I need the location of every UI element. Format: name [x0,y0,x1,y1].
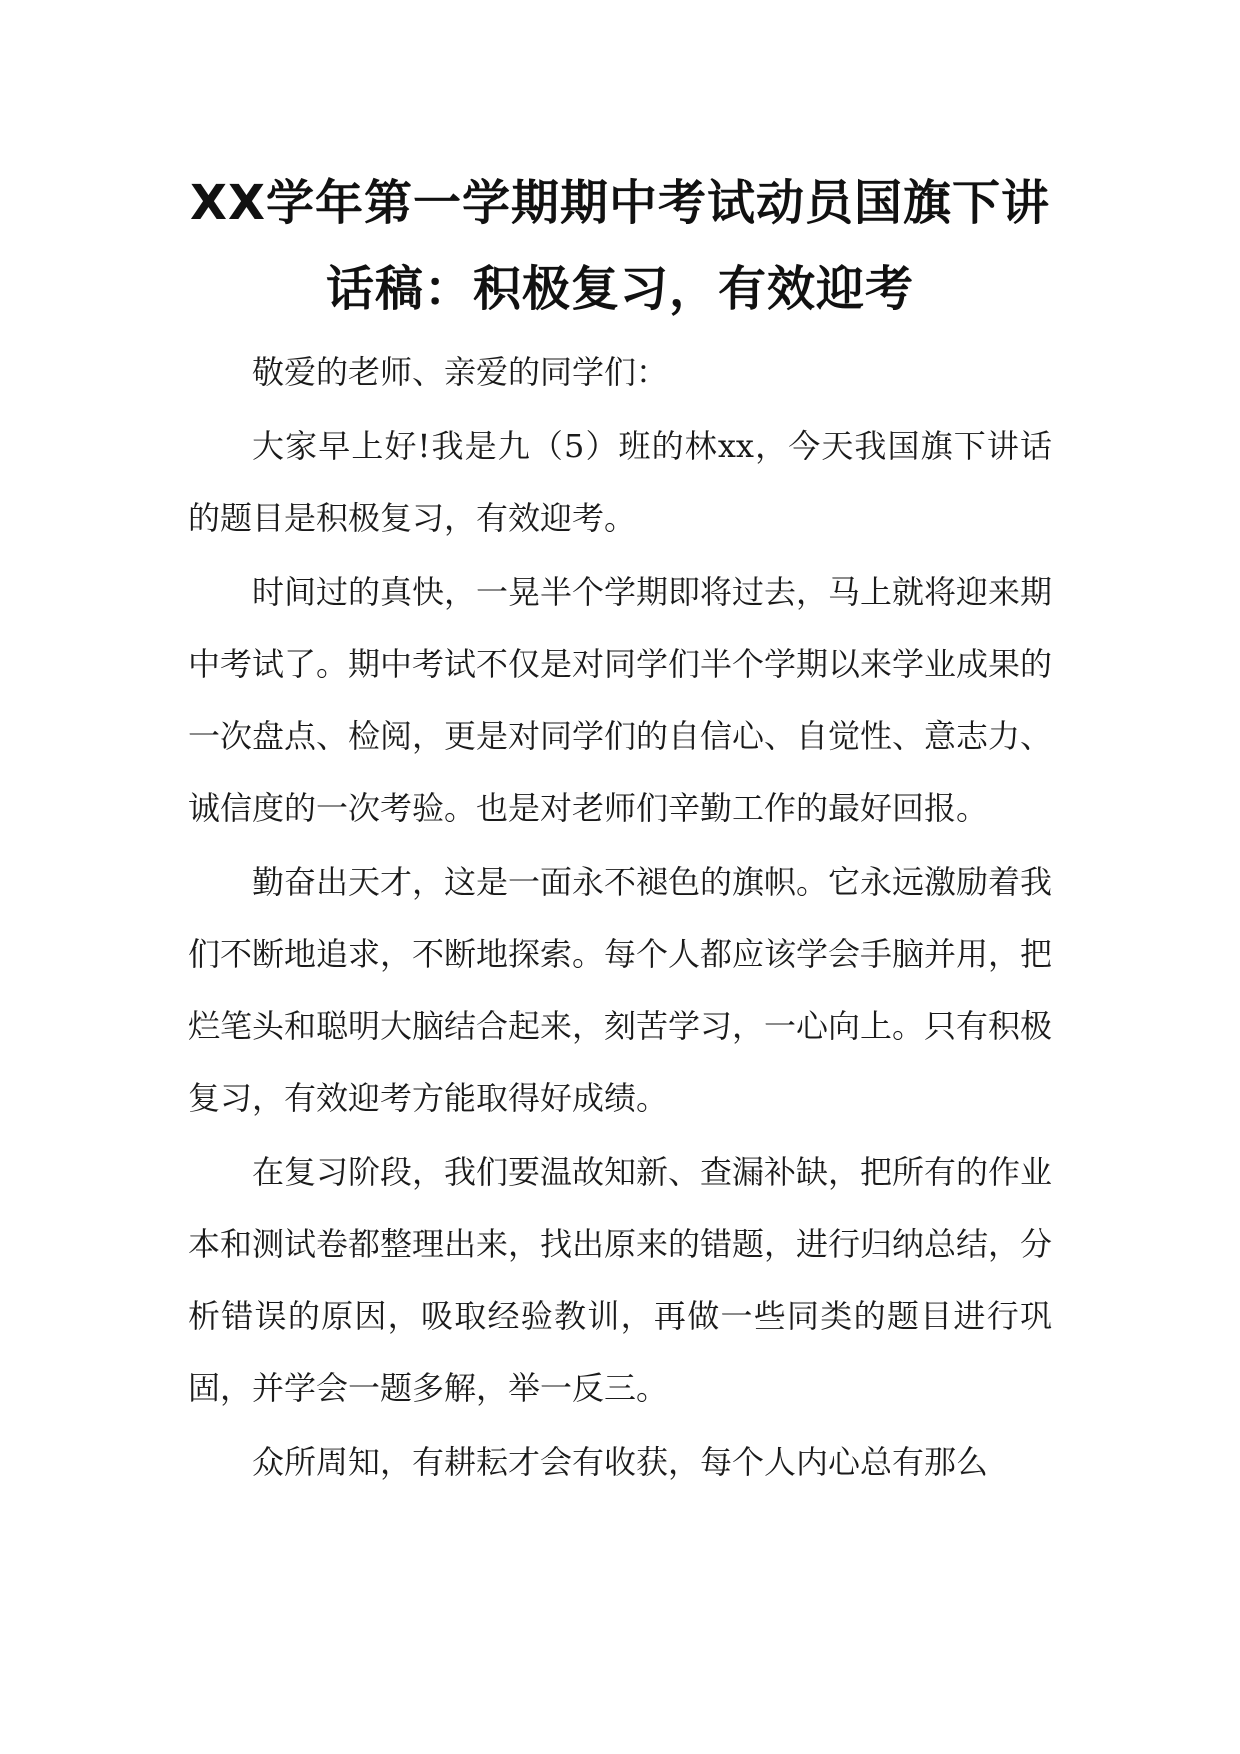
paragraph-cultivation: 众所周知，有耕耘才会有收获，每个人内心总有那么 [252,1443,989,1481]
paragraph-review: 在复习阶段，我们要温故知新、查漏补缺，把所有的作业本和测试卷都整理出来，找出原来的错题，进行归纳总结，分析错误的原因，吸取经验教训，再做一些同类的题目进行巩固，并学会一题多解，举一反三。 [188,1153,1053,1407]
paragraph-diligence: 勤奋出天才，这是一面永不褪色的旗帜。它永远激励着我们不断地追求，不断地探索。每个人都应该学会手脑并用，把烂笔头和聪明大脑结合起来，刻苦学习，一心向上。只有积极复习，有效迎考方能取得好成绩。 [188,863,1053,1117]
document-body [188,336,1052,1500]
paragraph-salutation: 敬爱的老师、亲爱的同学们： [252,353,669,391]
paragraph-midterm: 时间过的真快，一晃半个学期即将过去，马上就将迎来期中考试了。期中考试不仅是对同学们半个学期以来学业成果的一次盘点、检阅，更是对同学们的自信心、自觉性、意志力、诚信度的一次考验。也是对老师们辛勤工作的最好回报。 [188,573,1053,827]
document-title: XX学年第一学期期中考试动员国旗下讲话稿：积极复习，有效迎考 [189,175,1051,317]
paragraph-greeting: 大家早上好!我是九（5）班的林xx，今天我国旗下讲话的题目是积极复习，有效迎考。 [188,427,1052,537]
